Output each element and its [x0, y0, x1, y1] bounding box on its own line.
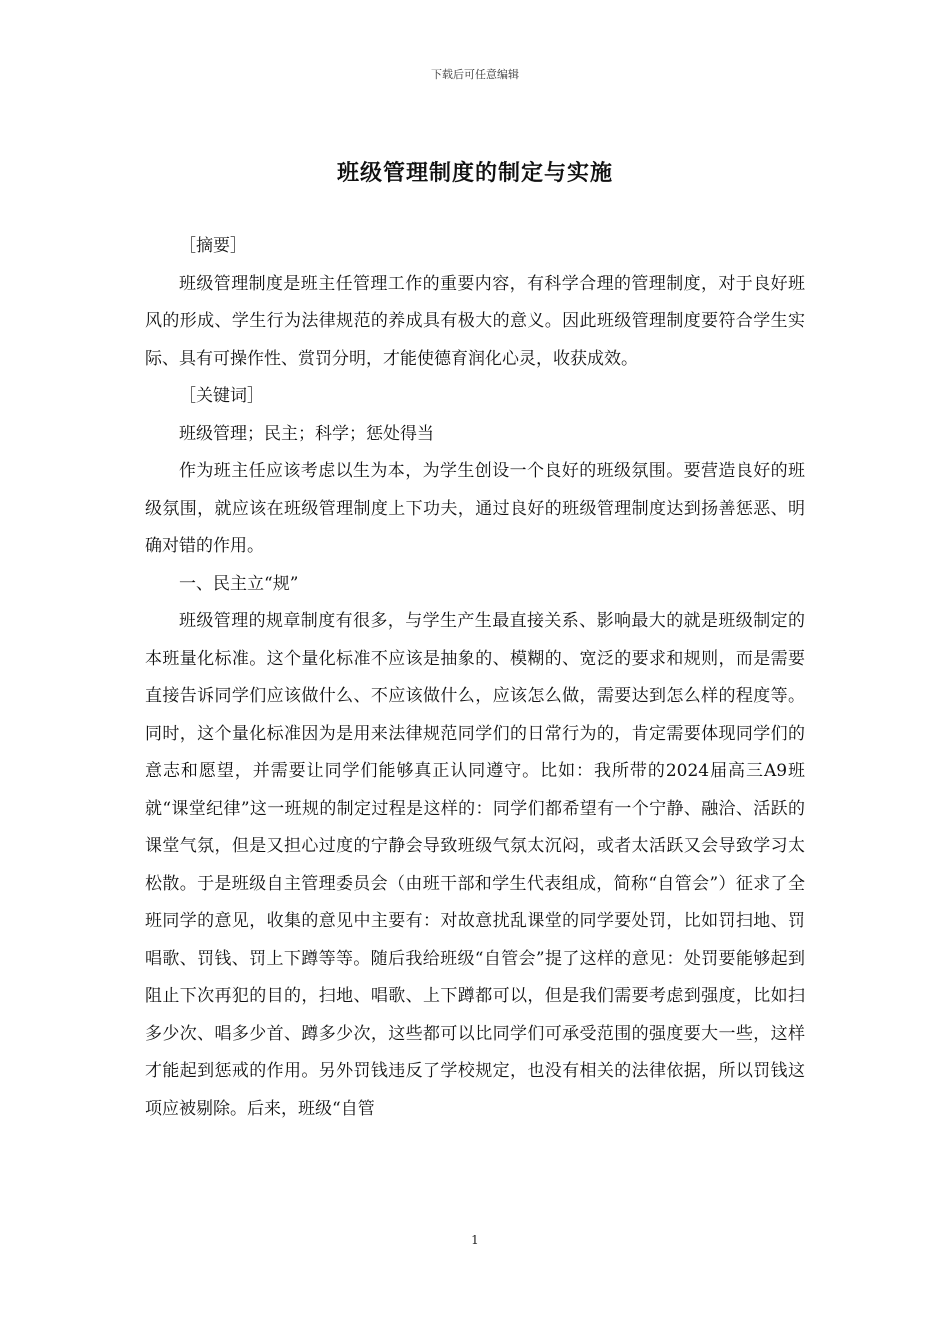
document-body	[145, 228, 805, 1128]
section-paragraph: 班级管理的规章制度有很多，与学生产生最直接关系、影响最大的就是班级制定的本班量化标准。这个量化标准不应该是抽象的、模糊的、宽泛的要求和规则，而是需要直接告诉同学们应该做什么、不应该做什么，应该怎么做，需要达到怎么样的程度等。同时，这个量化标准因为是用来法律规范同学们的日常行为的，肯定需要体现同学们的意志和愿望，并需要让同学们能够真正认同遵守。比如：我所带的2024届高三A9班就“课堂纪律”这一班规的制定过程是这样的：同学们都希望有一个宁静、融洽、活跃的课堂气氛，但是又担心过度的宁静会导致班级气氛太沉闷，或者太活跃又会导致学习太松散。于是班级自主管理委员会（由班干部和学生代表组成，简称“自管会”）征求了全班同学的意见，收集的意见中主要有：对故意扰乱课堂的同学要处罚，比如罚扫地、罚唱歌、罚钱、罚上下蹲等等。随后我给班级“自管会”提了这样的意见：处罚要能够起到阻止下次再犯的目的，扫地、唱歌、上下蹲都可以，但是我们需要考虑到强度，比如扫多少次、唱多少首、蹲多少次，这些都可以比同学们可承受范围的强度要大一些，这样才能起到惩戒的作用。另外罚钱违反了学校规定，也没有相关的法律依据，所以罚钱这项应被剔除。后来，班级“自管	[145, 611, 805, 1119]
keywords-label: ［关键词］	[179, 386, 264, 406]
document-title: 班级管理制度的制定与实施	[336, 160, 613, 186]
page-number: 1	[471, 1233, 479, 1247]
intro-paragraph: 作为班主任应该考虑以生为本，为学生创设一个良好的班级氛围。要营造良好的班级氛围，就应该在班级管理制度上下功夫，通过良好的班级管理制度达到扬善惩恶、明确对错的作用。	[145, 461, 805, 556]
keywords-paragraph: 班级管理；民主；科学；惩处得当	[179, 423, 434, 444]
abstract-label: ［摘要］	[179, 236, 247, 256]
abstract-paragraph: 班级管理制度是班主任管理工作的重要内容，有科学合理的管理制度，对于良好班风的形成、学生行为法律规范的养成具有极大的意义。因此班级管理制度要符合学生实际、具有可操作性、赏罚分明，才能使德育润化心灵，收获成效。	[145, 273, 805, 369]
header-note: 下载后可任意编辑	[431, 68, 519, 81]
section-heading: 一、民主立“规”	[179, 573, 299, 594]
